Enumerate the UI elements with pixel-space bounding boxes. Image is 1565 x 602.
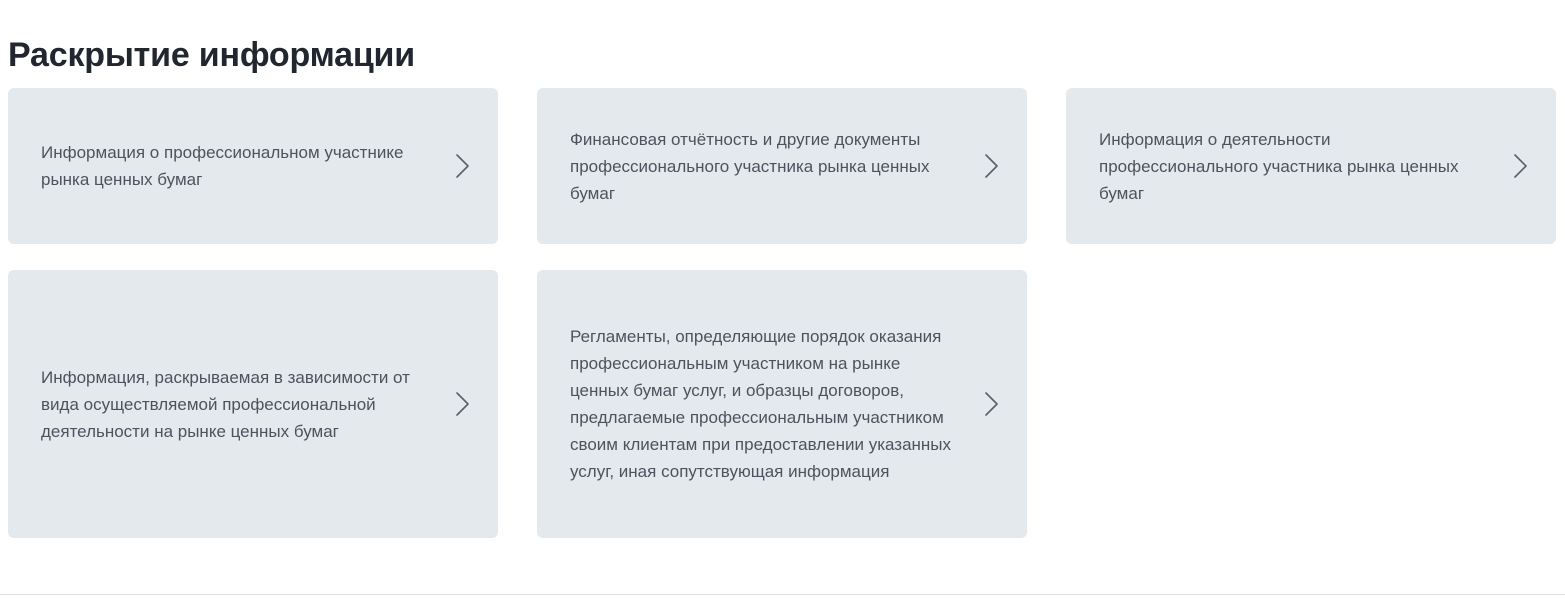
- card-title: Регламенты, определяющие порядок оказания профессиональным участником на рынке ценных бумаг услуг, и образцы договоров, предлагаемые профессиональным участником своим клиентам при предоставлении указанных услуг, иная сопутствующая информация: [570, 327, 952, 481]
- disclosure-card-financial-statements[interactable]: [537, 88, 1027, 244]
- card-title: Информация, раскрываемая в зависимости от вида осуществляемой профессиональной деятельности на рынке ценных бумаг: [41, 367, 410, 441]
- disclosure-card-activity-type-info[interactable]: [8, 270, 498, 538]
- chevron-right-icon: [450, 153, 476, 179]
- chevron-right-icon: [1508, 153, 1534, 179]
- page-title: Раскрытие информации: [8, 35, 415, 74]
- disclosure-card-professional-participant-info[interactable]: [8, 88, 498, 244]
- bottom-divider: [0, 594, 1565, 595]
- chevron-right-icon: [979, 153, 1005, 179]
- chevron-right-icon: [979, 391, 1005, 417]
- disclosure-card-activity-info[interactable]: [1066, 88, 1556, 244]
- card-title: Финансовая отчётность и другие документы профессионального участника рынка ценных бумаг: [570, 129, 930, 203]
- chevron-right-icon: [450, 391, 476, 417]
- card-title: Информация о деятельности профессионального участника рынка ценных бумаг: [1099, 129, 1459, 203]
- disclosure-card-regulations-and-contracts[interactable]: [537, 270, 1027, 538]
- grid-empty-slot: [1066, 270, 1556, 538]
- disclosure-cards-grid: [8, 88, 1557, 538]
- card-title: Информация о профессиональном участнике рынка ценных бумаг: [41, 143, 404, 189]
